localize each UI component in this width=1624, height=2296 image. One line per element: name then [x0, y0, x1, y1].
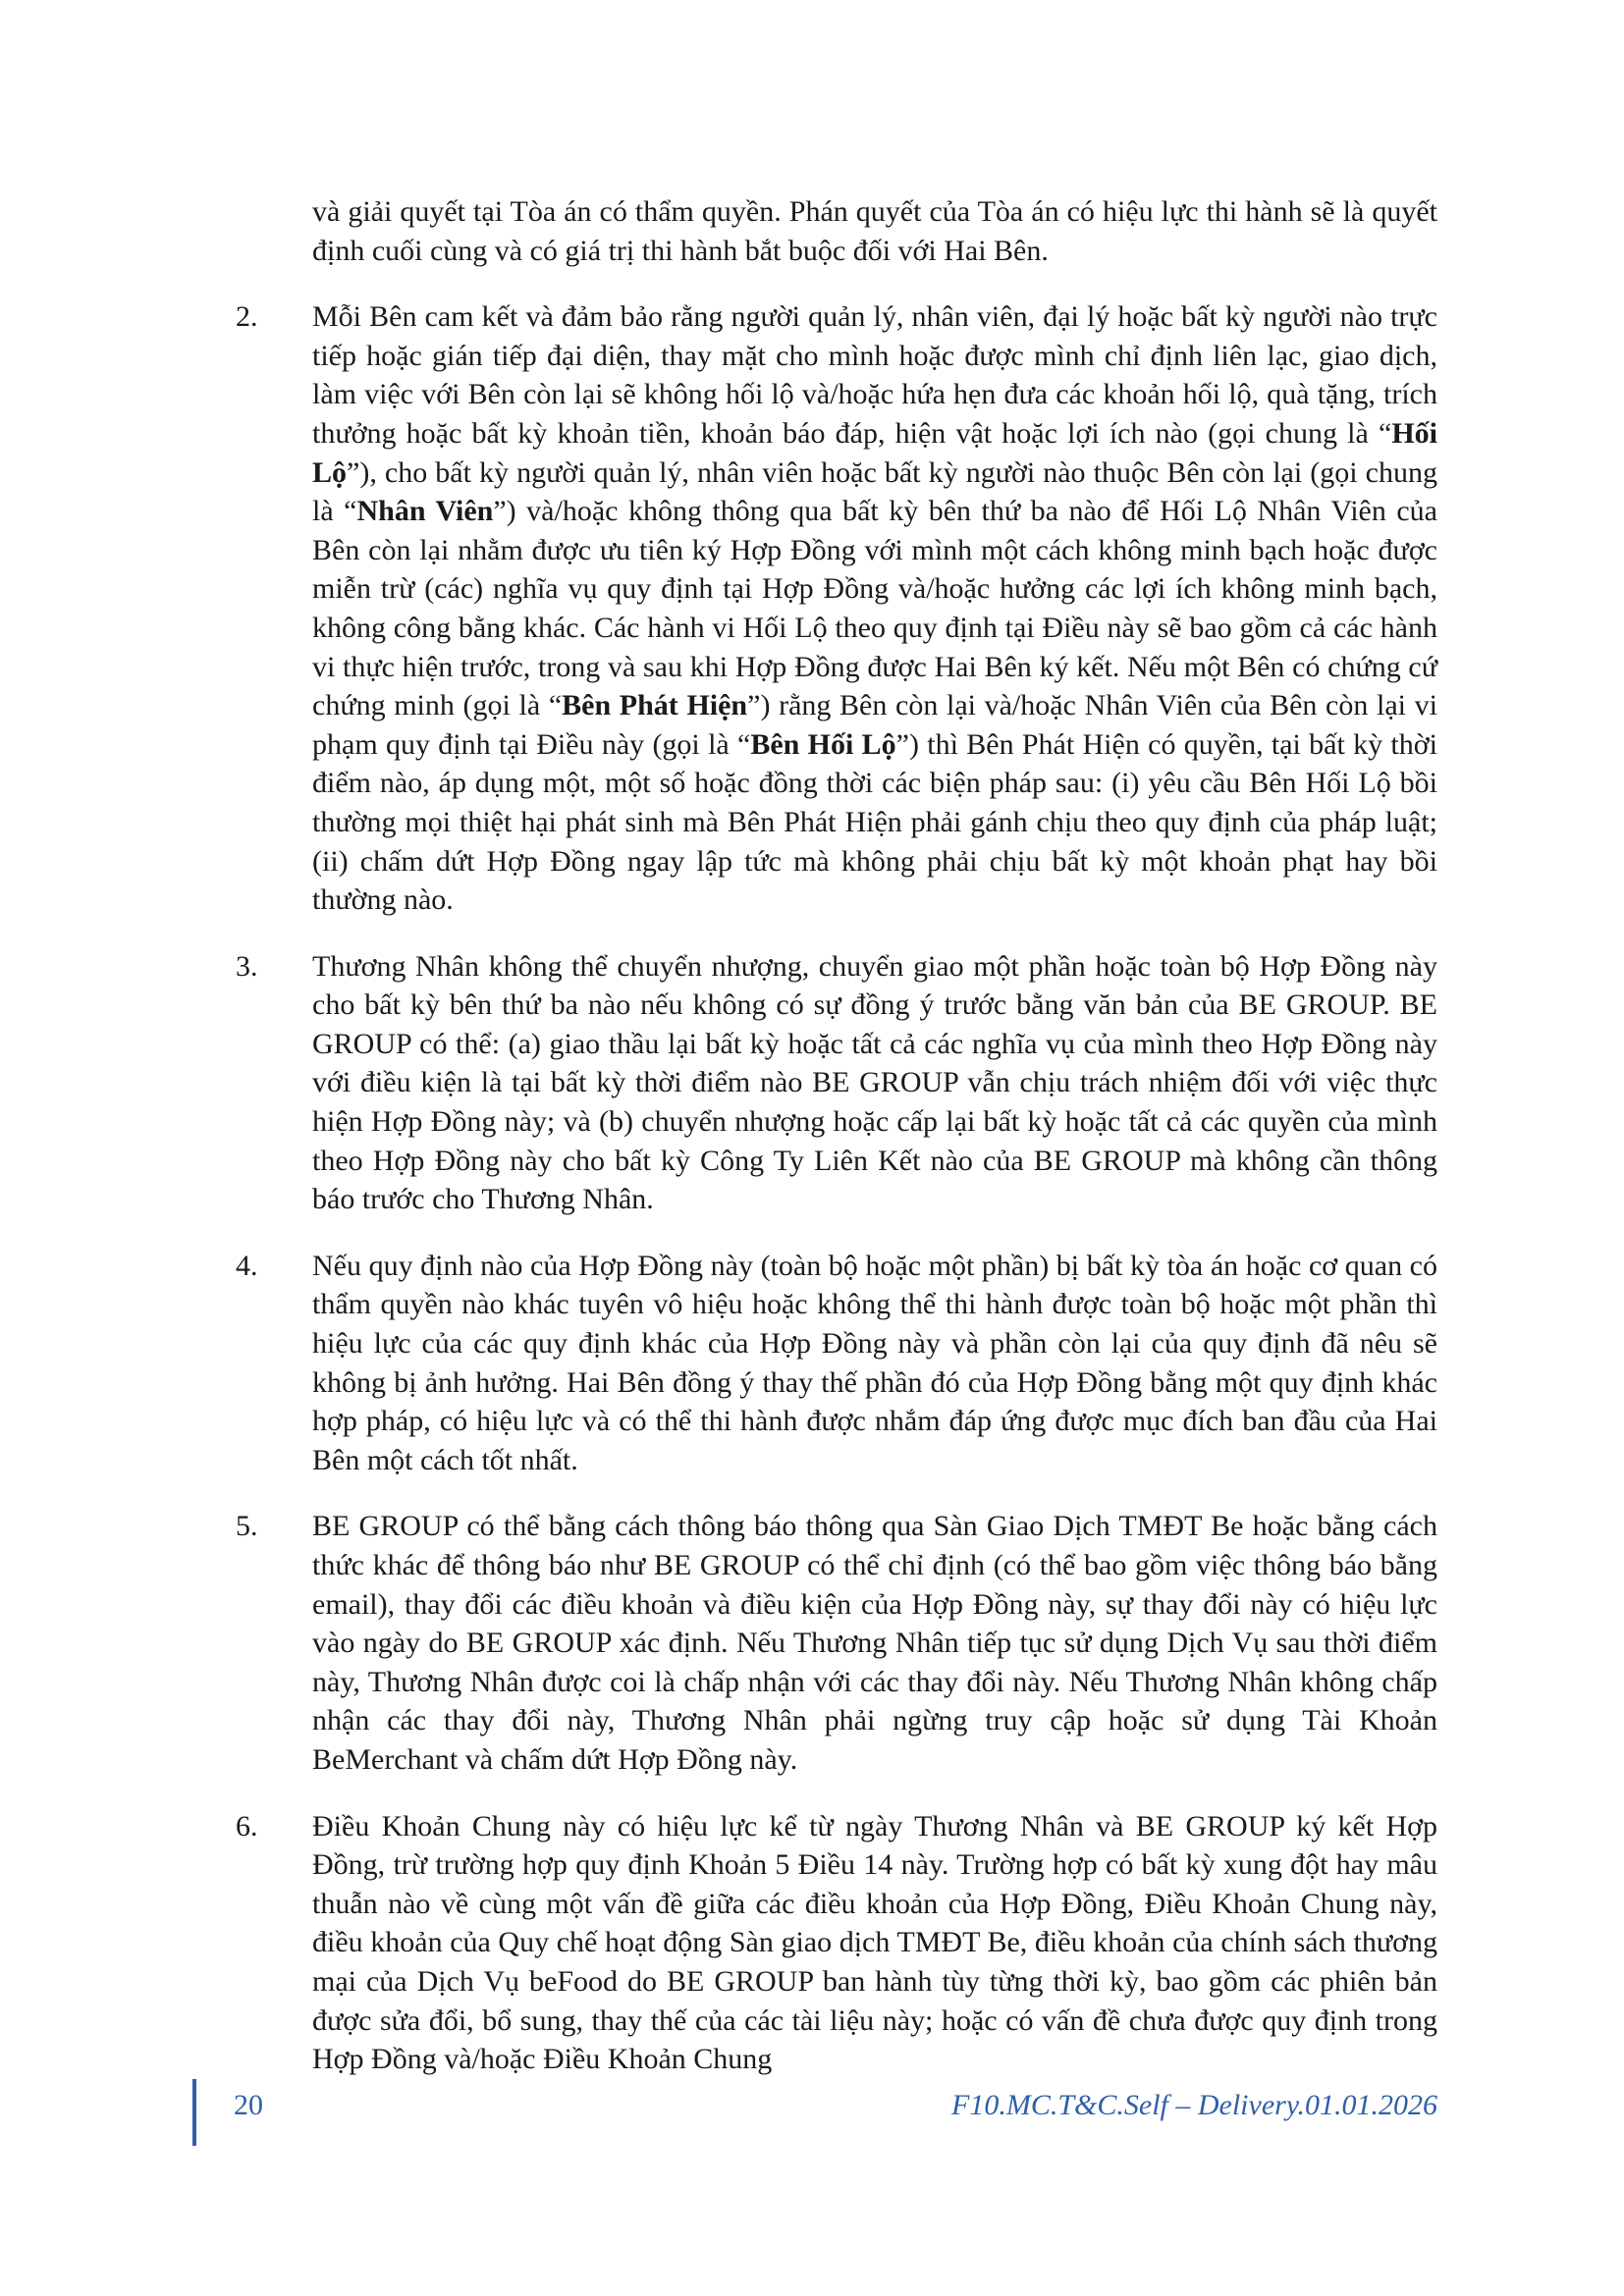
- clause-item-4: [236, 1247, 1437, 1480]
- continuation-paragraph: và giải quyết tại Tòa án có thẩm quyền. Phán quyết của Tòa án có hiệu lực thi hành sẽ là quyết định cuối cùng và có giá trị thi hành bắt buộc đối với Hai Bên.: [312, 195, 1437, 267]
- clause-text: Thương Nhân không thể chuyển nhượng, chuyển giao một phần hoặc toàn bộ Hợp Đồng này cho bất kỳ bên thứ ba nào nếu không có sự đồng ý trước bằng văn bản của BE GROUP. BE GROUP có thể: (a) giao thầu lại bất kỳ hoặc tất cả các nghĩa vụ của mình theo Hợp Đồng này với điều kiện là tại bất kỳ thời điểm nào BE GROUP vẫn chịu trách nhiệm đối với việc thực hiện Hợp Đồng này; và (b) chuyển nhượng hoặc cấp lại bất kỳ hoặc tất cả các quyền của mình theo Hợp Đồng này cho bất kỳ Công Ty Liên Kết nào của BE GROUP mà không cần thông báo trước cho Thương Nhân.: [312, 949, 1437, 1216]
- clause-item-3: [236, 947, 1437, 1219]
- footer-accent-bar: [192, 2079, 196, 2146]
- defined-term: Nhân Viên: [356, 495, 494, 528]
- clause-number: 3.: [236, 949, 258, 983]
- defined-term: Bên Phát Hiện: [562, 689, 748, 722]
- clause-text: Điều Khoản Chung này có hiệu lực kể từ ngày Thương Nhân và BE GROUP ký kết Hợp Đồng, trừ trường hợp quy định Khoản 5 Điều 14 này. Trường hợp có bất kỳ xung đột hay mâu thuẫn nào về cùng một vấn đề giữa các điều khoản của Hợp Đồng, Điều Khoản Chung này, điều khoản của Quy chế hoạt động Sàn giao dịch TMĐT Be, điều khoản của chính sách thương mại của Dịch Vụ beFood do BE GROUP ban hành tùy từng thời kỳ, bao gồm các phiên bản được sửa đổi, bổ sung, thay thế của các tài liệu này; hoặc có vấn đề chưa được quy định trong Hợp Đồng và/hoặc Điều Khoản Chung: [312, 1809, 1437, 2076]
- page-number: 20: [234, 2089, 263, 2121]
- clause-number: 5.: [236, 1510, 258, 1543]
- clause-item-6: [236, 1807, 1437, 2079]
- clause-text: Nếu quy định nào của Hợp Đồng này (toàn bộ hoặc một phần) bị bất kỳ tòa án hoặc cơ quan có thẩm quyền nào khác tuyên vô hiệu hoặc không thể thi hành được toàn bộ hoặc một phần thì hiệu lực của các quy định khác của Hợp Đồng này và phần còn lại của quy định đã nêu sẽ không bị ảnh hưởng. Hai Bên đồng ý thay thế phần đó của Hợp Đồng bằng một quy định khác hợp pháp, có hiệu lực và có thể thi hành được nhắm đáp ứng được mục đích ban đầu của Hai Bên một cách tốt nhất.: [312, 1249, 1437, 1476]
- clause-number: 4.: [236, 1249, 258, 1282]
- document-code: F10.MC.T&C.Self – Delivery.01.01.2026: [951, 2089, 1437, 2121]
- defined-term: Hối Lộ: [312, 416, 1437, 489]
- defined-term: Bên Hối Lộ: [750, 727, 896, 761]
- clause-text: BE GROUP có thể bằng cách thông báo thông qua Sàn Giao Dịch TMĐT Be hoặc bằng cách thức khác để thông báo như BE GROUP có thể chỉ định (có thể bao gồm việc thông báo bằng email), thay đổi các điều khoản và điều kiện của Hợp Đồng này, sự thay đổi này có hiệu lực vào ngày do BE GROUP xác định. Nếu Thương Nhân tiếp tục sử dụng Dịch Vụ sau thời điểm này, Thương Nhân được coi là chấp nhận với các thay đổi này. Nếu Thương Nhân không chấp nhận các thay đổi này, Thương Nhân phải ngừng truy cập hoặc sử dụng Tài Khoản BeMerchant và chấm dứt Hợp Đồng này.: [312, 1510, 1437, 1776]
- clause-item-5: [236, 1507, 1437, 1779]
- clause-item-2: [236, 297, 1437, 920]
- clause-number: 6.: [236, 1809, 258, 1842]
- clause-text: Mỗi Bên cam kết và đảm bảo rằng người quản lý, nhân viên, đại lý hoặc bất kỳ người nào trực tiếp hoặc gián tiếp đại diện, thay mặt cho mình hoặc được mình chỉ định liên lạc, giao dịch, làm việc với Bên còn lại sẽ không hối lộ và/hoặc hứa hẹn đưa các khoản hối lộ, quà tặng, trích thưởng hoặc bất kỳ khoản tiền, khoản báo đáp, hiện vật hoặc lợi ích nào (gọi chung là “Hối Lộ”), cho bất kỳ người quản lý, nhân viên hoặc bất kỳ người nào thuộc Bên còn lại (gọi chung là “Nhân Viên”) và/hoặc không thông qua bất kỳ bên thứ ba nào để Hối Lộ Nhân Viên của Bên còn lại nhằm được ưu tiên ký Hợp Đồng với mình một cách không minh bạch hoặc được miễn trừ (các) nghĩa vụ quy định tại Hợp Đồng và/hoặc hưởng các lợi ích không minh bạch, không công bằng khác. Các hành vi Hối Lộ theo quy định tại Điều này sẽ bao gồm cả các hành vi thực hiện trước, trong và sau khi Hợp Đồng được Hai Bên ký kết. Nếu một Bên có chứng cứ chứng minh (gọi là “Bên Phát Hiện”) rằng Bên còn lại và/hoặc Nhân Viên của Bên còn lại vi phạm quy định tại Điều này (gọi là “Bên Hối Lộ”) thì Bên Phát Hiện có quyền, tại bất kỳ thời điểm nào, áp dụng một, một số hoặc đồng thời các biện pháp sau: (i) yêu cầu Bên Hối Lộ bồi thường mọi thiệt hại phát sinh mà Bên Phát Hiện phải gánh chịu theo quy định của pháp luật; (ii) chấm dứt Hợp Đồng ngay lập tức mà không phải chịu bất kỳ một khoản phạt hay bồi thường nào.: [312, 300, 1437, 917]
- clause-number: 2.: [236, 300, 258, 334]
